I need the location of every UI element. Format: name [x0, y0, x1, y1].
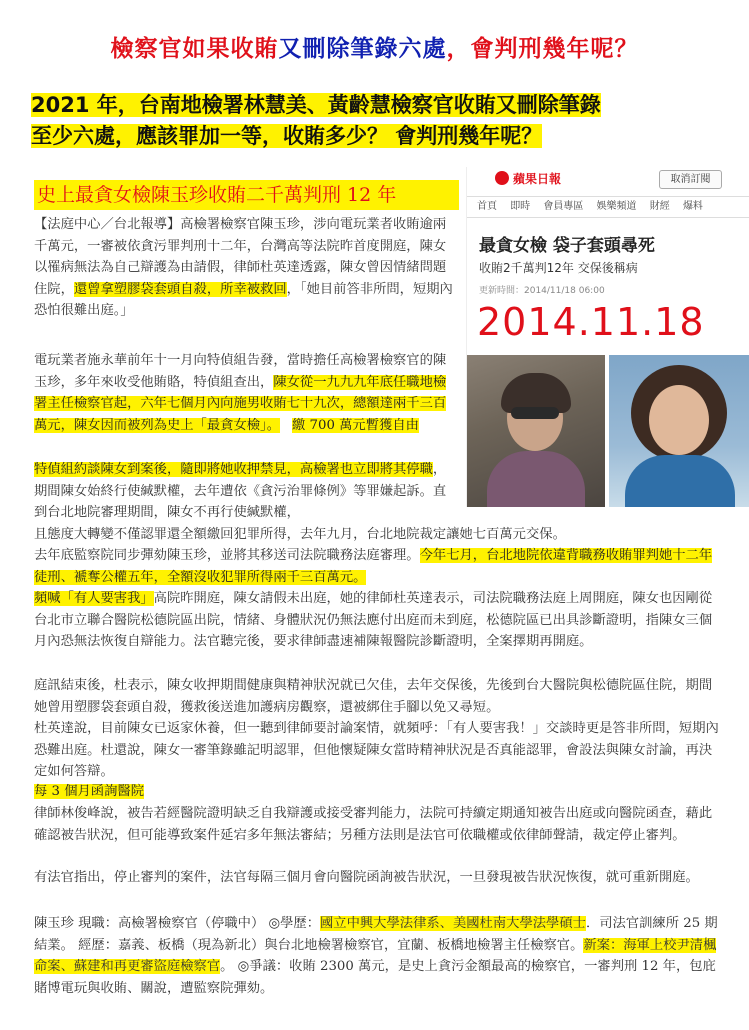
p5-text: 高院昨開庭，陳女請假未出庭，她的律師杜英達表示，司法院職務法庭上周開庭，陳女也因剛從台北市立聯合醫院松德院區出院，情緒、身體狀況仍無法應付出庭而未到庭，松德院區已出具診斷證明，指陳女三個月內恐無法恢復自辯能力。法官聽完後，要求律師盡速補陳報醫院診斷證明，全案擇期再開庭。 [34, 591, 713, 649]
brand-name: 蘋果日報 [513, 172, 562, 186]
paragraph-10: 有法官指出，停止審判的案件，法官每隔三個月會向醫院函詢被告狀況，一旦發現被告狀況恢復，就可重新開庭。 [34, 870, 699, 885]
article-headline: 最貪女檢 袋子套頭尋死 [479, 236, 655, 256]
paragraph-6: 庭訊結束後，杜表示，陳女收押期間健康與精神狀況就已欠佳，去年交保後，先後到台大醫院與松德院區住院，期間她曾用塑膠袋套頭自殺，獲救後送進加護病房觀察，還被綁住手腳以免又尋短。 [34, 678, 713, 715]
photo-right [609, 355, 749, 507]
footer-text-1: 陳玉珍 現職：高檢署檢察官（停職中） ◎學歷： [34, 916, 320, 931]
title-part1: 檢察官如果收賄 [110, 35, 279, 62]
nav-item[interactable]: 娛樂頻道 [596, 201, 637, 212]
banner-line1: 2021 年，台南地檢署林慧美、黃齡慧檢察官收賄又刪除筆錄 [31, 93, 601, 117]
article-subhead: 收賄2千萬判12年 交保後稱病 [479, 261, 638, 275]
p8-red-subhead: 每 3 個月函詢醫院 [34, 784, 144, 799]
page-title [0, 30, 749, 63]
body-shape [625, 455, 735, 507]
news-nav-bar [467, 196, 749, 218]
p4-text: 去年底監察院同步彈劾陳玉珍，並將其移送司法院職務法庭審理。 [34, 548, 420, 563]
news-screenshot [466, 167, 749, 507]
nav-item[interactable]: 財經 [649, 201, 670, 212]
p1-highlight: 還曾拿塑膠袋套頭自殺，所幸被救回 [73, 281, 287, 297]
paragraph-3-cont: 且態度大轉變不僅認罪還全額繳回犯罪所得，去年九月，台北地院裁定讓她七百萬元交保。 [34, 527, 566, 542]
nav-item[interactable]: 爆料 [682, 201, 703, 212]
section-heading: 史上最貪女檢陳玉珍收賄二千萬判刑 12 年 [34, 180, 459, 210]
p3-highlight: 特偵組約談陳女到案後，隨即將她收押禁見，高檢署也立即將其停職 [34, 462, 433, 477]
news-header-bar [467, 167, 749, 191]
footer-text-3: 。 ◎爭議：收賄 2300 萬元，是史上貪污金額最高的檢察官，一審判刑 12 年，包庇賭博電玩與收賄、關說，遭監察院彈劾。 [34, 959, 716, 996]
banner-line2: 至少六處，應該罪加一等，收賄多少？ 會判刑幾年呢？ [31, 124, 543, 148]
p3-text: ，期間陳女始終行使緘默權，去年遭依《貪污治罪條例》等罪嫌起訴。直到台北地院審理期間，陳女不再行使緘默權， [34, 462, 447, 520]
nav-item[interactable]: 即時 [510, 201, 531, 212]
nav-item[interactable]: 會員專區 [543, 201, 584, 212]
article-updated-time: 更新時間：2014/11/18 06:00 [479, 286, 605, 296]
date-overlay: 2014.11.18 [477, 300, 705, 344]
paragraph-3 [34, 459, 456, 524]
p2-red-subhead: 繳 700 萬元暫獲自由 [292, 417, 419, 433]
subscribe-button[interactable]: 取消訂閱 [659, 170, 722, 189]
paragraph-4 [34, 545, 720, 588]
apple-logo-icon [495, 171, 509, 185]
p5-red-subhead: 頻喊「有人要害我」 [34, 591, 154, 606]
p2-highlight: 陳女從一九九九年底任職地檢署主任檢察官起，六年七個月內向施男收賄七十九次，總額達兩千三百萬元，陳女因而被列為史上「最貪女檢」。 [34, 374, 447, 433]
bio-footer [34, 913, 720, 999]
p1-text: 【法庭中心／台北報導】高檢署檢察官陳玉珍，涉向電玩業者收賄逾兩千萬元，一審被依貪污罪判刑十二年，台灣高等法院昨首度開庭，陳女以罹病無法為自己辯護為由請假，律師杜英達透露，陳女曾因情緒問題住院， [34, 217, 447, 297]
highlight-banner [31, 90, 661, 152]
article-photos [467, 355, 749, 507]
paragraph-7: 杜英達說，目前陳女已返家休養，但一聽到律師要討論案情，就頻呼：「有人要害我！」交談時更是答非所問，短期內恐難出庭。杜還說，陳女一審筆錄雖記明認罪，但他懷疑陳女當時精神狀況是否真能認罪，會設法與陳女討論，再決定如何答辯。 [34, 721, 719, 779]
p2-text: 電玩業者施永華前年十一月向特偵組告發，當時擔任高檢署檢察官的陳玉珍，多年來收受他賄賂，特偵組查出， [34, 353, 447, 390]
face-shape [649, 385, 709, 455]
title-part2: 又刪除筆錄六處 [278, 35, 447, 62]
footer-highlight-2: 新案：海軍上校尹清楓命案、蘇建和再更審盜庭檢察官 [34, 937, 717, 974]
photo-left [467, 355, 605, 507]
body-shape [487, 451, 585, 507]
sunglasses-shape [511, 407, 559, 419]
paragraph-2 [34, 350, 456, 436]
title-part3: ，會判刑幾年呢？ [446, 35, 639, 62]
p4-highlight: 今年七月，台北地院依違背職務收賄罪判她十二年徒刑、褫奪公權五年，全額沒收犯罪所得兩千三百萬元。 [34, 548, 713, 585]
nav-item[interactable]: 首頁 [477, 201, 497, 212]
paragraph-1 [34, 214, 456, 322]
footer-text-2: ．司法官訓練所 25 期結業。 經歷：嘉義、板橋（現為新北）與台北地檢署檢察官，宜蘭、板橋地檢署主任檢察官。 [34, 916, 718, 953]
paragraph-8 [34, 781, 720, 803]
footer-highlight-1: 國立中興大學法律系、美國杜南大學法學碩士 [320, 916, 586, 931]
paragraph-9: 律師林俊峰說，被告若經醫院證明缺乏自我辯護或接受審判能力，法院可持續定期通知被告出庭或向醫院函查，藉此確認被告狀況，但可能導致案件延宕多年無法審結；另種方法則是法官可依職權或依律師聲請，裁定停止審判。 [34, 806, 713, 843]
p1-text-end: ，「她目前答非所問，短期內恐怕很難出庭。」 [34, 281, 453, 318]
paragraph-5 [34, 588, 720, 653]
